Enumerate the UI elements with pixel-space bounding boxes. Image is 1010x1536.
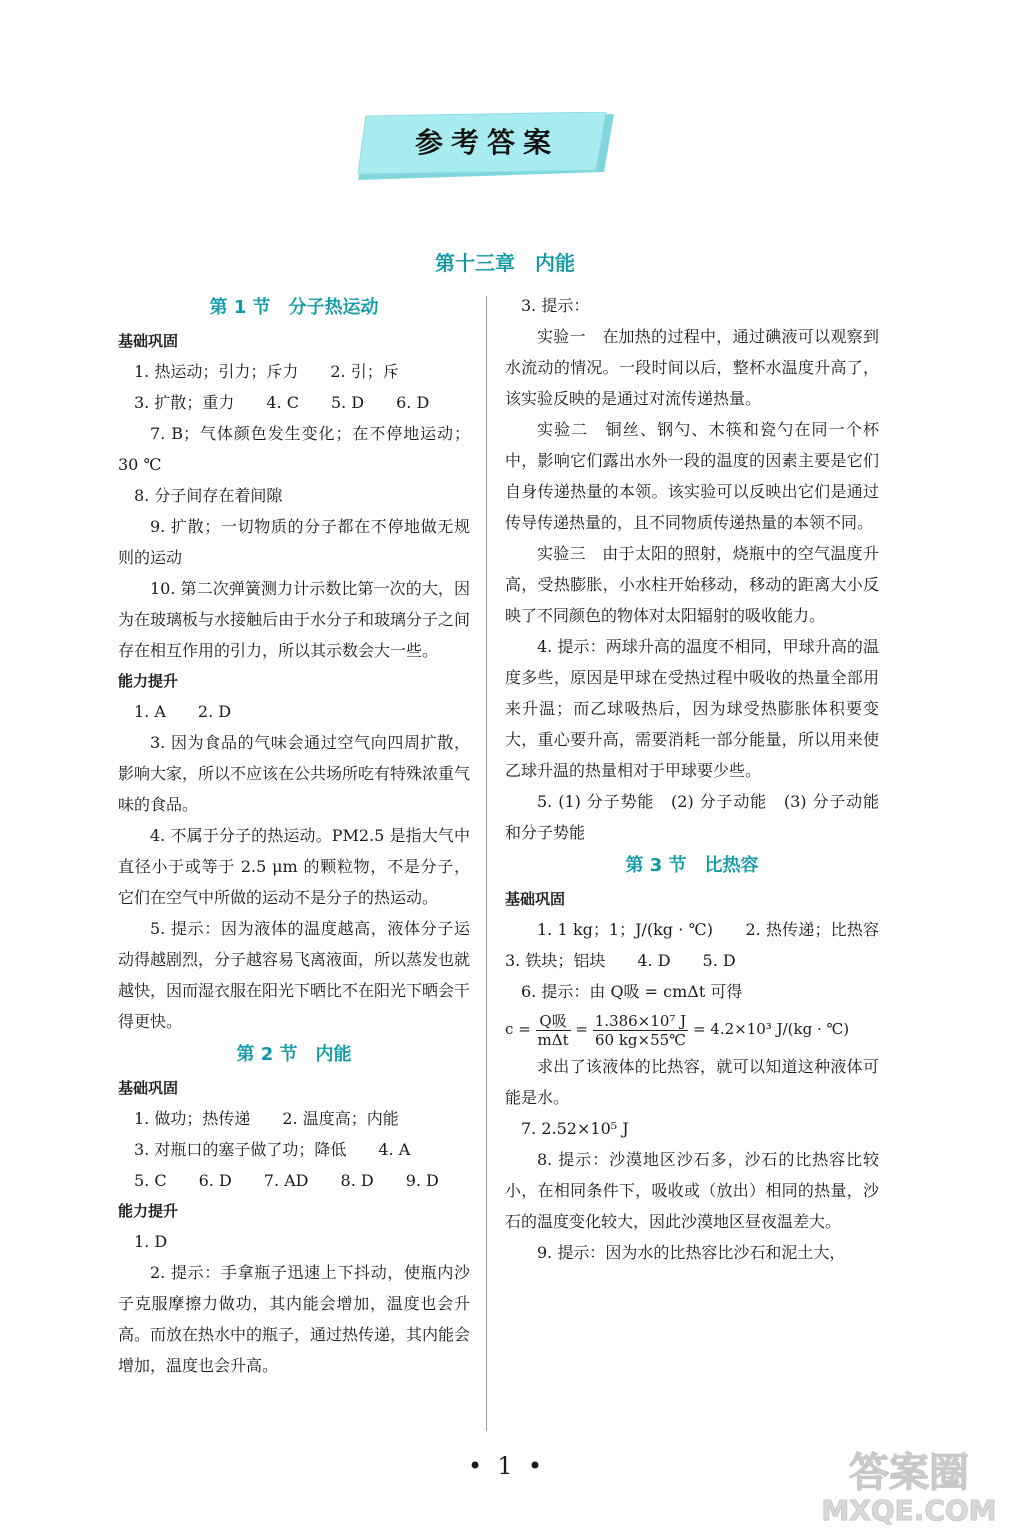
subsection-heading: 基础巩固 <box>118 1079 179 1097</box>
answer-paragraph: 8. 提示：沙漠地区沙石多，沙石的比热容比较小，在相同条件下，吸收或（放出）相同的热量，沙石的温度变化较大，因此沙漠地区昼夜温差大。 <box>505 1150 879 1231</box>
title-banner <box>358 112 616 184</box>
answer-paragraph: 2. 提示：手拿瓶子迅速上下抖动，使瓶内沙子克服摩擦力做功，其内能会增加，温度也会升高。而放在热水中的瓶子，通过热传递，其内能会增加，温度也会升高。 <box>118 1263 471 1375</box>
formula-lhs: c = <box>505 1020 531 1038</box>
left-column <box>118 290 470 1381</box>
answer-paragraph: 9. 提示：因为水的比热容比沙石和泥土大， <box>537 1243 846 1262</box>
answer-paragraph: 1. 1 kg；1；J/(kg · ℃) 2. 热传递；比热容 3. 铁块；铝块 4. D 5. D <box>505 920 912 970</box>
answer-paragraph: 求出了该液体的比热容，就可以知道这种液体可能是水。 <box>505 1057 879 1107</box>
answer-line: 1. 热运动；引力；斥力 2. 引；斥 <box>134 362 399 381</box>
answer-line: 1. D <box>134 1232 168 1251</box>
svg-text:答案圈: 答案圈 <box>849 1450 969 1496</box>
answer-paragraph: 实验三 由于太阳的照射，烧瓶中的空气温度升高，受热膨胀，小水柱开始移动，移动的距离大小反映了不同颜色的物体对太阳辐射的吸收能力。 <box>505 544 879 625</box>
answer-paragraph: 实验二 铜丝、钢勺、木筷和瓷勺在同一个杯中，影响它们露出水外一段的温度的因素主要是它们自身传递热量的本领。该实验可以反映出它们是通过传导传递热量的，且不同物质传递热量的本领不同。 <box>505 420 879 532</box>
answer-line: 5. C 6. D 7. AD 8. D 9. D <box>134 1171 439 1190</box>
answer-line: 6. 提示：由 Q吸 = cmΔt 可得 <box>521 982 743 1001</box>
subsection-heading: 基础巩固 <box>118 332 179 350</box>
fraction-numerator: Q吸 <box>536 1012 571 1031</box>
answer-line: 1. 做功；热传递 2. 温度高；内能 <box>134 1109 399 1128</box>
answer-line: 3. 扩散；重力 4. C 5. D 6. D <box>134 393 430 412</box>
fraction-numerator: 1.386×10⁷ J <box>594 1011 687 1030</box>
answer-paragraph: 5. (1) 分子势能 (2) 分子动能 (3) 分子动能和分子势能 <box>505 792 879 842</box>
formula-rhs: = 4.2×10³ J/(kg · ℃) <box>692 1020 850 1038</box>
answer-line: 3. 对瓶口的塞子做了功；降低 4. A <box>134 1140 411 1159</box>
section-title: 第 2 节 内能 <box>236 1044 352 1065</box>
svg-text:MXQE.COM: MXQE.COM <box>821 1494 997 1527</box>
fraction-denominator: mΔt <box>537 1030 569 1049</box>
fraction <box>536 1012 571 1049</box>
subsection-heading: 基础巩固 <box>505 890 566 908</box>
answer-paragraph: 4. 提示：两球升高的温度不相同，甲球升高的温度多些，原因是甲球在受热过程中吸收的热量全部用来升温；而乙球吸热后，因为球受热膨胀体积要变大，重心要升高，需要消耗一部分能量，所以用来使乙球升温的热量相对于甲球要少些。 <box>505 637 879 780</box>
subsection-heading: 能力提升 <box>118 672 179 690</box>
watermark-icon <box>820 1440 998 1528</box>
section-title: 第 1 节 分子热运动 <box>209 297 379 318</box>
answer-paragraph: 4. 不属于分子的热运动。PM2.5 是指大气中直径小于或等于 2.5 μm 的颗粒物，不是分子，它们在空气中所做的运动不是分子的热运动。 <box>118 826 470 907</box>
answer-line: 7. 2.52×10⁵ J <box>521 1119 629 1138</box>
subsection-heading: 能力提升 <box>118 1202 179 1220</box>
fraction-denominator: 60 kg×55℃ <box>594 1030 686 1049</box>
answer-line: 8. 分子间存在着间隙 <box>134 486 283 505</box>
answer-line: 7. B；气体颜色发生变化；在不停地运动；30 ℃ <box>118 424 470 474</box>
right-column <box>505 290 912 1268</box>
page-number: • 1 • <box>467 1452 543 1480</box>
answer-paragraph: 5. 提示：因为液体的温度越高，液体分子运动得越剧烈，分子越容易飞离液面，所以蒸发也就越快，因而湿衣服在阳光下晒比不在阳光下晒会干得更快。 <box>118 919 471 1031</box>
answer-line: 1. A 2. D <box>134 702 232 721</box>
answer-paragraph: 3. 因为食品的气味会通过空气向四周扩散，影响大家，所以不应该在公共场所吃有特殊浓重气味的食品。 <box>118 733 471 814</box>
answer-paragraph: 10. 第二次弹簧测力计示数比第一次的大，因为在玻璃板与水接触后由于水分子和玻璃分子之间存在相互作用的引力，所以其示数会大一些。 <box>118 579 471 660</box>
fraction <box>593 1012 688 1049</box>
answer-line: 9. 扩散；一切物质的分子都在不停地做无规则的运动 <box>118 517 470 567</box>
section-title: 第 3 节 比热容 <box>625 855 759 876</box>
chapter-title: 第十三章 内能 <box>435 251 575 275</box>
watermark-logo <box>820 1440 998 1528</box>
formula <box>505 1007 879 1051</box>
answer-paragraph: 实验一 在加热的过程中，通过碘液可以观察到水流动的情况。一段时间以后，整杯水温度升高了，该实验反映的是通过对流传递热量。 <box>505 327 879 408</box>
banner-title: 参考答案 <box>414 126 559 159</box>
answer-line: 3. 提示： <box>521 296 590 315</box>
column-divider <box>486 296 487 1431</box>
formula-equals: = <box>575 1020 588 1038</box>
